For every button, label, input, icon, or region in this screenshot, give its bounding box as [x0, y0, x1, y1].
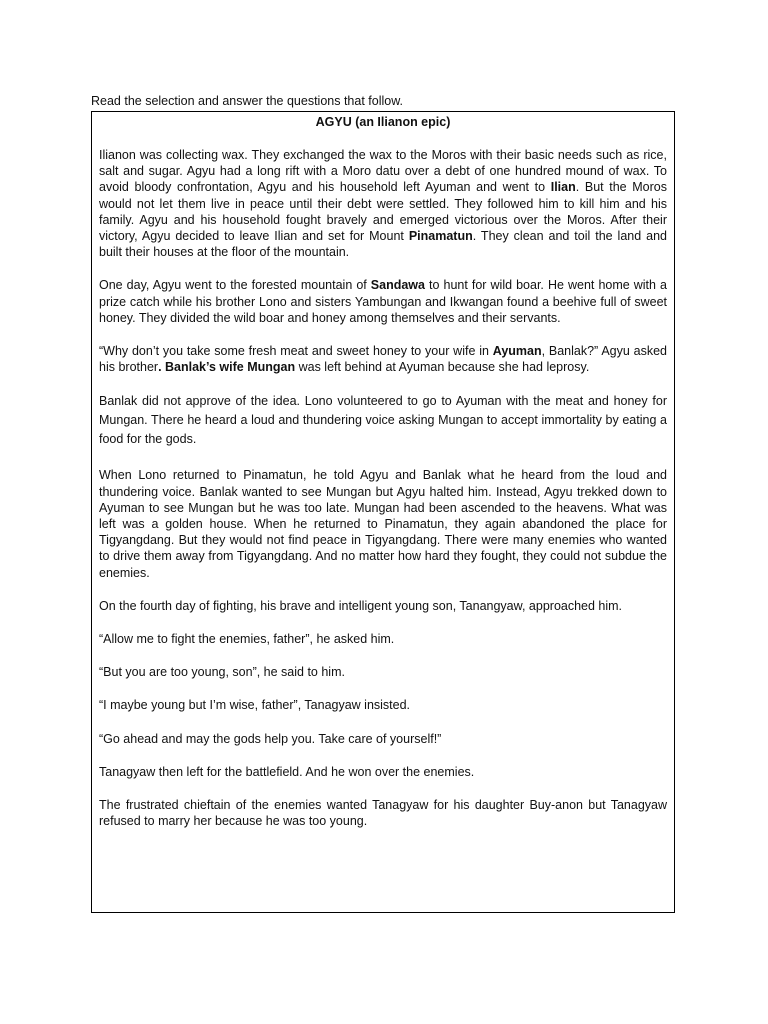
instruction-text: Read the selection and answer the questions that follow.: [91, 94, 404, 108]
paragraph-3-part-e: was left behind at Ayuman because she had leprosy.: [295, 360, 590, 375]
place-sandawa: Sandawa: [370, 278, 425, 293]
place-pinamatun: Pinamatun: [408, 229, 473, 244]
paragraph-1: [99, 147, 667, 260]
paragraph-5: When Lono returned to Pinamatun, he told Agyu and Banlak what he heard from the loud and thundering voice. Banlak wanted to see Mungan but Agyu halted him. Instead, Agyu trekked down to Ayuman to see Mungan but he was too late. Mungan had been ascended to the heavens. What was left was a golden house. When he returned to Pinamatun, they again abandoned the place for Tigyangdang. But they would not find peace in Tigyangdang. There were many enemies who wanted to drive them away from Tigyangdang. And no matter how hard they fought, they could not subdue the enemies.: [99, 468, 667, 580]
paragraph-2: [99, 277, 667, 326]
paragraph-11: Tanagyaw then left for the battlefield. And he won over the enemies.: [99, 764, 475, 779]
paragraph-9: “I maybe young but I’m wise, father”, Tanagyaw insisted.: [99, 698, 411, 713]
paragraph-10: “Go ahead and may the gods help you. Take care of yourself!”: [99, 731, 442, 746]
banlak-wife-mungan: . Banlak’s wife Mungan: [158, 360, 296, 375]
paragraph-1-part-c: . But the Moros would not let them live in peace until their debt were settled. They followed him to kill him and his family. Agyu and his household fought bravely and emerged victorious over the Moros. After their victory, Agyu decided to leave Ilian and set for Mount: [99, 180, 668, 244]
paragraph-3: [99, 343, 667, 375]
paragraph-3-part-c: , Banlak?” Agyu asked his brother: [99, 344, 667, 375]
reading-selection-box: [91, 111, 675, 913]
paragraph-4: Banlak did not approve of the idea. Lono volunteered to go to Ayuman with the meat and honey for Mungan. There he heard a loud and thundering voice asking Mungan to accept immortality by eating a food for the gods.: [99, 394, 667, 447]
paragraph-2-part-a: One day, Agyu went to the forested mountain of: [99, 278, 371, 293]
paragraph-2-part-c: to hunt for wild boar. He went home with a prize catch while his brother Lono and sisters Yambungan and Ikwangan found a beehive full of sweet honey. They divided the wild boar and honey among themselves and their servants.: [99, 278, 667, 325]
selection-title: AGYU (an Ilianon epic): [315, 115, 451, 129]
paragraph-7: “Allow me to fight the enemies, father”, he asked him.: [99, 632, 395, 647]
place-ayuman: Ayuman: [492, 344, 542, 359]
paragraph-3-part-a: “Why don’t you take some fresh meat and sweet honey to your wife in: [99, 344, 493, 359]
paragraph-8: “But you are too young, son”, he said to him.: [99, 665, 345, 680]
place-ilian: Ilian: [550, 180, 576, 195]
paragraph-12: The frustrated chieftain of the enemies wanted Tanagyaw for his daughter Buy-anon but Tanagyaw refused to marry her because he was too young.: [99, 798, 667, 829]
paragraph-1-part-a: Ilianon was collecting wax. They exchanged the wax to the Moros with their basic needs such as rice, salt and sugar. Agyu had a long rift with a Moro datu over a debt of one hundred mound of wax. To avoid bloody confrontation, Agyu and his household left Ayuman and went to: [99, 148, 667, 195]
paragraph-6: On the fourth day of fighting, his brave and intelligent young son, Tanangyaw, approached him.: [99, 598, 623, 613]
paragraph-1-part-e: . They clean and toil the land and built their houses at the floor of the mountain.: [99, 229, 667, 260]
